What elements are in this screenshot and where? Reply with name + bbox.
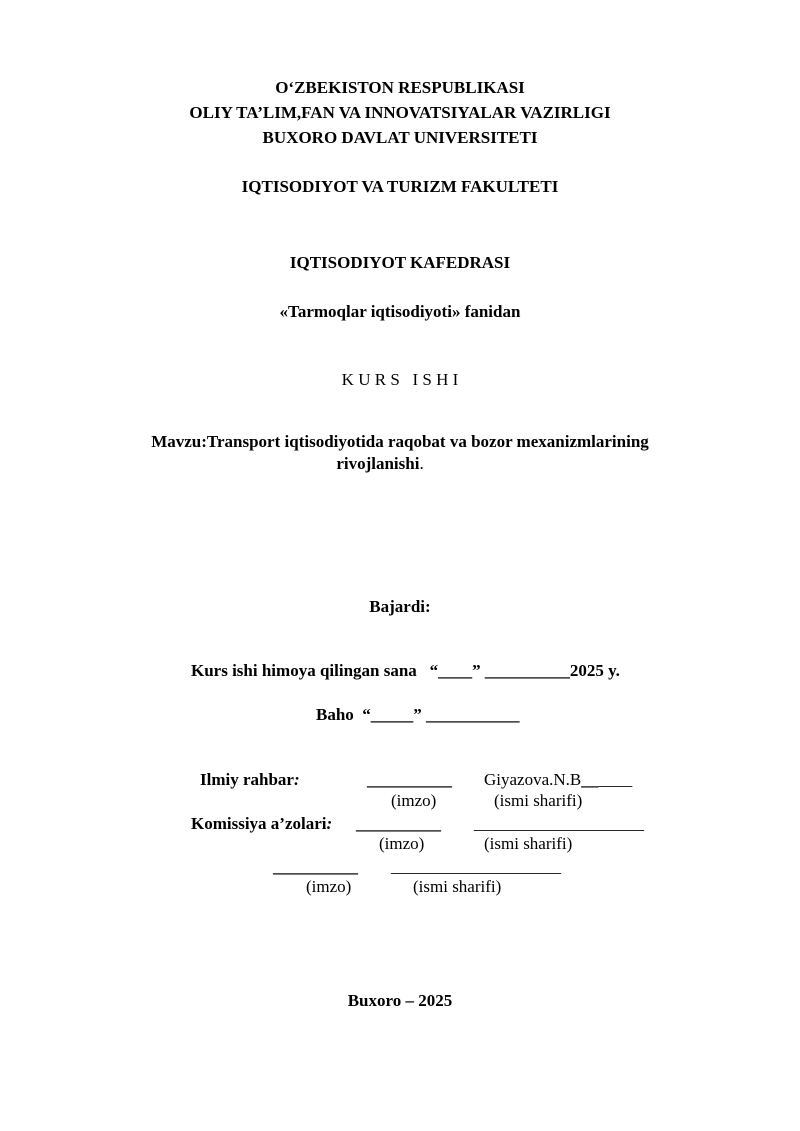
supervisor-name-tail: __	[581, 770, 599, 789]
subject-line: «Tarmoqlar iqtisodiyoti» fanidan	[279, 302, 521, 321]
commission-row1-name-caption: (ismi sharifi)	[484, 834, 573, 853]
topic-line-1: Mavzu:Transport iqtisodiyotida raqobat va bozor mexanizmlarining	[151, 432, 649, 451]
commission-label: Komissiya a’zolari	[191, 814, 327, 833]
supervisor-signature-caption: (imzo)	[391, 791, 437, 810]
ministry-heading: OLIY TA’LIM,FAN VA INNOVATSIYALAR VAZIRLIGI	[189, 103, 611, 122]
defense-month: __________	[484, 661, 570, 680]
commission-row2-signature-blank: __________	[273, 857, 358, 876]
topic-line-2-period: .	[419, 454, 424, 473]
grade-line	[316, 705, 520, 725]
commission-row1-name-blank: ____________________	[474, 814, 644, 833]
supervisor-label-group	[200, 770, 300, 790]
supervisor-signature-blank: __________	[367, 770, 452, 789]
performed-by-label: Bajardi:	[369, 597, 431, 616]
defense-year: 2025 y.	[569, 661, 620, 680]
department-heading: IQTISODIYOT KAFEDRASI	[289, 253, 511, 272]
footer-city-year: Buxoro – 2025	[347, 991, 453, 1010]
republic-heading: O‘ZBEKISTON RESPUBLIKASI	[275, 78, 525, 97]
commission-row1-signature-blank: __________	[356, 814, 441, 833]
supervisor-name-tail-2: ____	[598, 770, 633, 789]
commission-row2-name-blank: ____________________	[391, 857, 561, 876]
commission-label-group	[191, 814, 332, 834]
defense-date-line	[191, 661, 620, 681]
commission-row2-name-caption: (ismi sharifi)	[413, 877, 502, 896]
grade-value: “_____”	[362, 705, 422, 724]
commission-row2-signature-caption: (imzo)	[306, 877, 352, 896]
faculty-heading: IQTISODIYOT VA TURIZM FAKULTETI	[241, 177, 559, 196]
grade-label: Baho	[316, 705, 354, 724]
defense-date-label: Kurs ishi himoya qilingan sana	[191, 661, 417, 680]
supervisor-name-group	[484, 770, 632, 790]
topic-line-2-text: rivojlanishi	[336, 454, 420, 473]
grade-blank: ___________	[426, 705, 520, 724]
work-type: K U R S I S H I	[341, 370, 459, 389]
commission-colon: :	[326, 814, 333, 833]
supervisor-label: Ilmiy rahbar	[200, 770, 294, 789]
commission-row1-signature-caption: (imzo)	[379, 834, 425, 853]
topic-line-2	[0, 454, 780, 474]
university-heading: BUXORO DAVLAT UNIVERSITETI	[262, 128, 538, 147]
supervisor-name-caption: (ismi sharifi)	[494, 791, 583, 810]
defense-day: “____”	[429, 661, 481, 680]
supervisor-colon: :	[293, 770, 300, 789]
supervisor-name: Giyazova.N.B	[484, 770, 582, 789]
